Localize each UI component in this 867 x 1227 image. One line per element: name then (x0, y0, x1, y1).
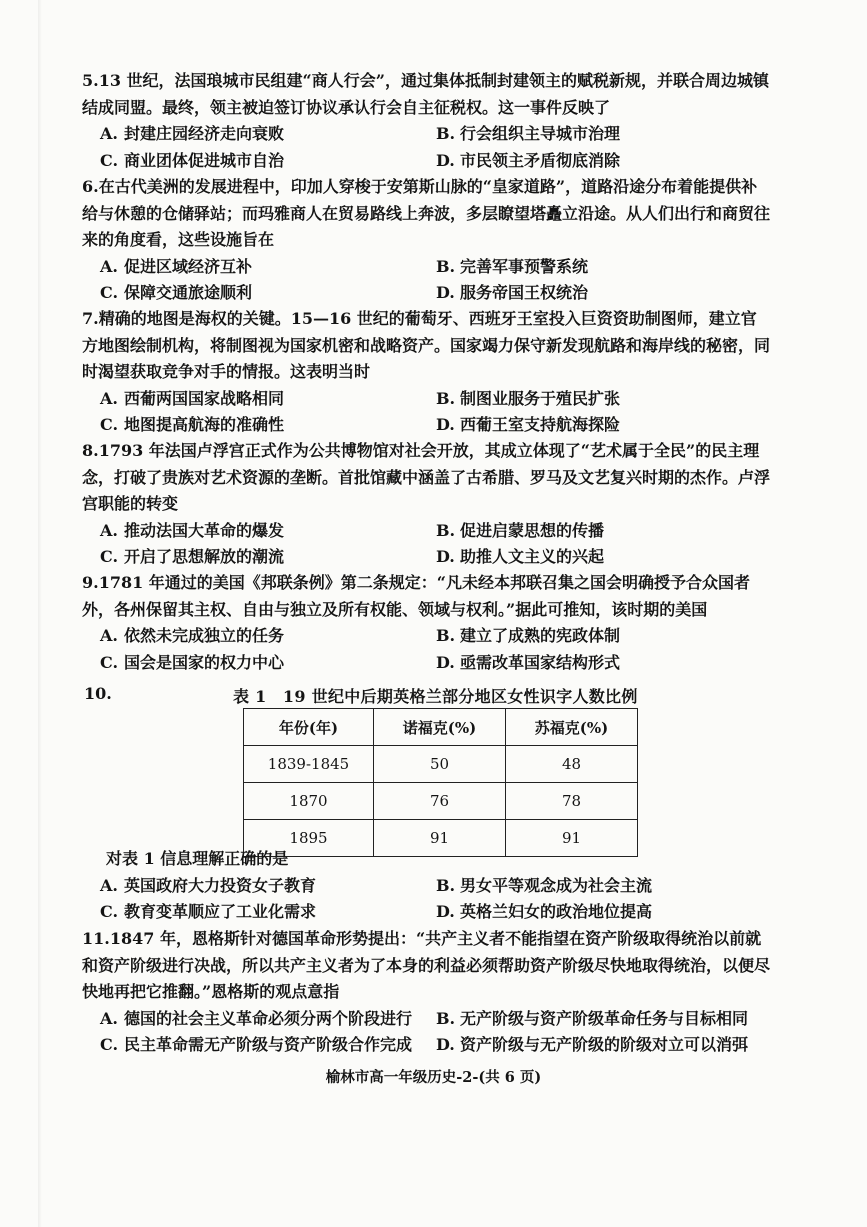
table-header: 诺福克(%) (374, 709, 506, 746)
option-d[interactable]: D. 市民领主矛盾彻底消除 (436, 150, 621, 170)
options-grid (82, 873, 772, 926)
option-c[interactable]: C. 保障交通旅途顺利 (100, 283, 253, 302)
option-d[interactable]: D. 资产阶级与无产阶级的阶级对立可以消弭 (436, 1035, 749, 1054)
table-cell: 76 (374, 783, 506, 820)
options-grid (82, 623, 772, 676)
table-cell: 91 (374, 820, 506, 857)
table-cell: 1839-1845 (244, 746, 374, 783)
option-b[interactable]: B. 促进启蒙思想的传播 (436, 520, 605, 540)
question-stem: 9.1781 年通过的美国《邦联条例》第二条规定：“凡未经本邦联召集之国会明确授予合众国者外，各州保留其主权、自由与独立及所有权能、领域与权利。”据此可推知，该时期的美国 (82, 573, 751, 619)
option-b[interactable]: B. 制图业服务于殖民扩张 (436, 388, 621, 408)
option-a[interactable]: A. 英国政府大力投资女子教育 (100, 875, 317, 895)
table-header-row (244, 709, 638, 746)
question-10 (82, 846, 772, 926)
option-a[interactable]: A. 促进区域经济互补 (100, 256, 253, 276)
options-grid (82, 518, 772, 571)
table-cell: 48 (506, 746, 638, 783)
option-a[interactable]: A. 德国的社会主义革命必须分两个阶段进行 (100, 1008, 413, 1028)
question-8 (82, 438, 772, 571)
question-6 (82, 174, 772, 307)
option-b[interactable]: B. 行会组织主导城市治理 (436, 124, 621, 143)
table-cell: 1870 (244, 783, 374, 820)
question-stem: 11.1847 年，恩格斯针对德国革命形势提出：“共产主义者不能指望在资产阶级取得统治以前就和资产阶级进行决战，所以共产主义者为了本身的利益必须帮助资产阶级尽快地取得统治，以便尽快地再把它推翻。”恩格斯的观点意指 (82, 929, 771, 1001)
option-a[interactable]: A. 封建庄园经济走向衰败 (100, 124, 285, 143)
question-stem: 6.在古代美洲的发展进程中，印加人穿梭于安第斯山脉的“皇家道路”，道路沿途分布着能提供补给与休憩的仓储驿站；而玛雅商人在贸易路线上奔波，多层瞭望塔矗立沿途。从人们出行和商贸往来的角度看，这些设施旨在 (82, 177, 771, 249)
option-c[interactable]: C. 教育变革顺应了工业化需求 (100, 902, 317, 921)
option-b[interactable]: B. 男女平等观念成为社会主流 (436, 875, 653, 895)
question-7 (82, 306, 772, 439)
option-d[interactable]: D. 西葡王室支持航海探险 (436, 415, 621, 434)
option-a[interactable]: A. 推动法国大革命的爆发 (100, 520, 285, 540)
option-c[interactable]: C. 商业团体促进城市自治 (100, 150, 285, 170)
page-footer: 榆林市高一年级历史-2-(共 6 页) (325, 1069, 542, 1086)
question-10-number: 10. (84, 684, 112, 703)
options-grid (82, 1006, 772, 1059)
option-d[interactable]: D. 助推人文主义的兴起 (436, 547, 605, 566)
literacy-table (243, 708, 638, 857)
option-c[interactable]: C. 国会是国家的权力中心 (100, 652, 285, 672)
question-11 (82, 926, 772, 1059)
question-9 (82, 570, 772, 676)
option-d[interactable]: D. 服务帝国王权统治 (436, 283, 589, 302)
option-a[interactable]: A. 依然未完成独立的任务 (100, 626, 285, 645)
question-stem: 5.13 世纪，法国琅城市民组建“商人行会”，通过集体抵制封建领主的赋税新规，并联合周边城镇结成同盟。最终，领主被迫签订协议承认行会自主征税权。这一事件反映了 (82, 71, 769, 117)
option-d[interactable]: D. 亟需改革国家结构形式 (436, 652, 621, 672)
option-c[interactable]: C. 地图提高航海的准确性 (100, 415, 285, 434)
option-a[interactable]: A. 西葡两国国家战略相同 (100, 388, 285, 408)
option-b[interactable]: B. 完善军事预警系统 (436, 256, 589, 276)
question-5 (82, 68, 772, 174)
table-cell: 50 (374, 746, 506, 783)
option-c[interactable]: C. 开启了思想解放的潮流 (100, 547, 285, 566)
question-stem: 8.1793 年法国卢浮宫正式作为公共博物馆对社会开放，其成立体现了“艺术属于全民”的民主理念，打破了贵族对艺术资源的垄断。首批馆藏中涵盖了古希腊、罗马及文艺复兴时期的杰作。卢浮宫职能的转变 (82, 441, 771, 513)
table-cell: 1895 (244, 820, 374, 857)
option-b[interactable]: B. 无产阶级与资产阶级革命任务与目标相同 (436, 1008, 749, 1028)
table-caption: 表 1 19 世纪中后期英格兰部分地区女性识字人数比例 (233, 687, 638, 706)
table-row (244, 783, 638, 820)
table-cell: 78 (506, 783, 638, 820)
question-stem: 7.精确的地图是海权的关键。15—16 世纪的葡萄牙、西班牙王室投入巨资资助制图师，建立官方地图绘制机构，将制图视为国家机密和战略资产。国家竭力保守新发现航路和海岸线的秘密，同时渴望获取竞争对手的情报。这表明当时 (82, 309, 771, 381)
question-stem: 对表 1 信息理解正确的是 (106, 849, 289, 868)
table-header: 苏福克(%) (506, 709, 638, 746)
table-cell: 91 (506, 820, 638, 857)
options-grid (82, 121, 772, 174)
table-header: 年份(年) (244, 709, 374, 746)
table-row (244, 746, 638, 783)
option-b[interactable]: B. 建立了成熟的宪政体制 (436, 626, 621, 645)
options-grid (82, 254, 772, 307)
option-d[interactable]: D. 英格兰妇女的政治地位提高 (436, 902, 653, 921)
option-c[interactable]: C. 民主革命需无产阶级与资产阶级合作完成 (100, 1035, 413, 1054)
scan-edge-shadow (38, 0, 42, 1227)
options-grid (82, 386, 772, 439)
